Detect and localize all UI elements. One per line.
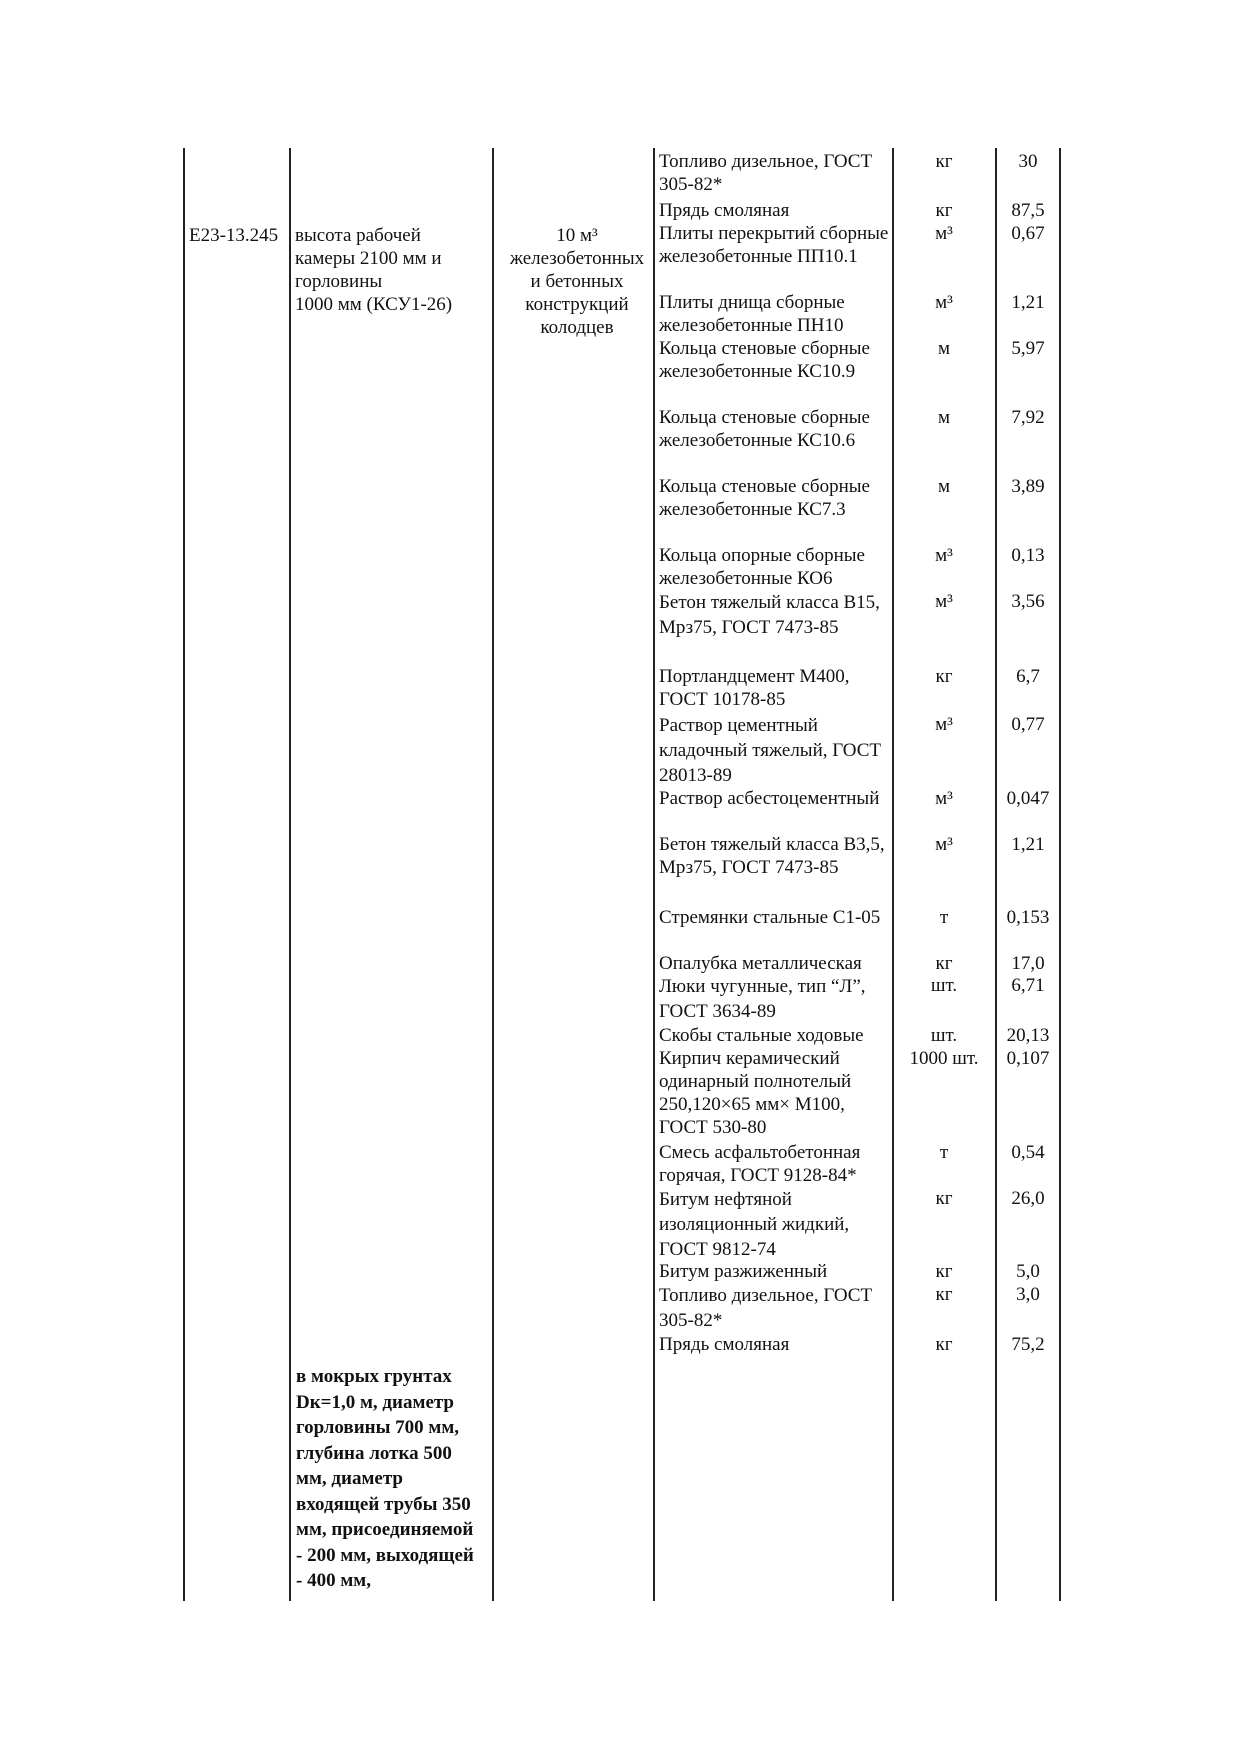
material-qty: 0,047: [1006, 788, 1050, 809]
section-line: входящей трубы 350: [296, 1493, 471, 1515]
column-divider-5: [995, 148, 997, 1601]
material-name: Кольца опорные сборные железобетонные КО6: [659, 545, 865, 589]
description-line: камеры 2100 мм и: [295, 248, 442, 269]
material-unit: шт.: [930, 975, 958, 996]
material-qty: 75,2: [1011, 1334, 1045, 1355]
material-qty: 3,56: [1011, 591, 1045, 612]
material-unit: кг: [935, 1284, 953, 1305]
work-code: Е23-13.245: [189, 225, 279, 246]
material-qty: 3,89: [1011, 476, 1045, 497]
table-border-left: [183, 148, 185, 1601]
material-qty: 0,153: [1006, 907, 1050, 928]
material-name: Портландцемент М400, ГОСТ 10178-85: [659, 666, 850, 710]
column-divider-3: [653, 148, 655, 1601]
section-line: мм, присоединяемой: [296, 1519, 474, 1540]
section-line: - 200 мм, выходящей: [296, 1544, 474, 1566]
material-qty: 7,92: [1011, 407, 1045, 428]
material-unit: м³: [935, 714, 953, 735]
material-name: Битум нефтяной изоляционный жидкий, ГОСТ 9812-74: [659, 1189, 850, 1260]
material-name: Плиты днища сборные железобетонные ПН10: [659, 292, 845, 336]
material-unit: кг: [935, 953, 953, 974]
section-line: горловины 700 мм,: [296, 1417, 460, 1438]
material-name: Раствор асбестоцементный: [659, 788, 880, 809]
description-line: высота рабочей: [295, 225, 421, 246]
material-name: Бетон тяжелый класса В15, Мрз75, ГОСТ 7473-85: [659, 592, 880, 638]
material-qty: 17,0: [1011, 953, 1045, 974]
material-unit: кг: [935, 151, 953, 172]
section-line: Dк=1,0 м, диаметр: [296, 1391, 455, 1413]
material-unit: м³: [935, 545, 953, 566]
material-unit: т: [939, 1142, 949, 1163]
material-qty: 6,7: [1016, 666, 1040, 687]
materials-table: [183, 148, 1060, 1601]
material-name: Кольца стеновые сборные железобетонные КС10.6: [659, 407, 870, 451]
section-line: глубина лотка 500: [296, 1442, 452, 1464]
material-unit: шт.: [930, 1025, 958, 1046]
material-qty: 30: [1018, 151, 1038, 172]
material-qty: 3,0: [1016, 1284, 1040, 1305]
material-qty: 0,107: [1006, 1048, 1050, 1069]
material-name: Битум разжиженный: [659, 1261, 828, 1282]
material-unit: т: [939, 907, 949, 928]
material-name: Кольца стеновые сборные железобетонные КС10.9: [659, 338, 870, 382]
unit-line: железобетонных: [509, 248, 645, 269]
section-line: - 400 мм,: [296, 1570, 371, 1591]
column-divider-1: [289, 148, 291, 1601]
material-name: Топливо дизельное, ГОСТ 305-82*: [659, 1285, 873, 1331]
material-unit: м³: [935, 834, 953, 855]
material-name: Люки чугунные, тип “Л”, ГОСТ 3634-89: [659, 976, 866, 1022]
description-line: горловины: [295, 271, 383, 292]
work-description: [295, 224, 495, 316]
material-name: Прядь смоляная: [659, 200, 790, 221]
material-qty: 5,0: [1016, 1261, 1040, 1282]
material-unit: кг: [935, 200, 953, 221]
material-name: Стремянки стальные С1-05: [659, 907, 881, 928]
material-qty: 0,67: [1011, 223, 1045, 244]
material-qty: 87,5: [1011, 200, 1045, 221]
material-unit: м: [937, 476, 951, 497]
material-qty: 1,21: [1011, 834, 1045, 855]
material-unit: м: [937, 407, 951, 428]
material-qty: 0,54: [1011, 1142, 1045, 1163]
material-name: Кирпич керамический одинарный полнотелый 250,120×65 мм× М100, ГОСТ 530-80: [659, 1048, 852, 1138]
column-divider-4: [892, 148, 894, 1601]
material-name: Смесь асфальтобетонная горячая, ГОСТ 9128-84*: [659, 1142, 861, 1186]
material-qty: 5,97: [1011, 338, 1045, 359]
unit-line: и бетонных: [530, 271, 624, 292]
unit-line: колодцев: [540, 317, 614, 338]
material-qty: 6,71: [1011, 975, 1045, 996]
material-name: Топливо дизельное, ГОСТ 305-82*: [659, 151, 873, 195]
work-unit: [497, 224, 657, 339]
material-unit: м³: [935, 788, 953, 809]
unit-line: конструкций: [525, 294, 629, 315]
material-unit: кг: [935, 1188, 953, 1209]
table-border-right: [1059, 148, 1061, 1601]
material-qty: 26,0: [1011, 1188, 1045, 1209]
material-name: Кольца стеновые сборные железобетонные КС7.3: [659, 476, 870, 520]
material-qty: 1,21: [1011, 292, 1045, 313]
material-qty: 20,13: [1006, 1025, 1050, 1046]
material-name: Раствор цементный кладочный тяжелый, ГОСТ 28013-89: [659, 715, 881, 786]
section-line: в мокрых грунтах: [296, 1366, 452, 1387]
material-unit: м³: [935, 591, 953, 612]
material-unit: кг: [935, 1261, 953, 1282]
material-qty: 0,13: [1011, 545, 1045, 566]
material-name: Плиты перекрытий сборные железобетонные ПП10.1: [659, 223, 889, 267]
material-unit: 1000 шт.: [909, 1048, 979, 1069]
material-name: Бетон тяжелый класса В3,5, Мрз75, ГОСТ 7473-85: [659, 834, 885, 878]
description-line: 1000 мм (КСУ1-26): [295, 294, 453, 315]
material-unit: кг: [935, 666, 953, 687]
material-name: Опалубка металлическая: [659, 953, 862, 974]
unit-line: 10 м³: [556, 225, 598, 246]
material-unit: кг: [935, 1334, 953, 1355]
material-unit: м³: [935, 292, 953, 313]
next-section-description: [296, 1364, 496, 1594]
material-qty: 0,77: [1011, 714, 1045, 735]
material-name: Скобы стальные ходовые: [659, 1025, 864, 1046]
material-name: Прядь смоляная: [659, 1334, 790, 1355]
section-line: мм, диаметр: [296, 1468, 403, 1489]
material-unit: м³: [935, 223, 953, 244]
material-unit: м: [937, 338, 951, 359]
